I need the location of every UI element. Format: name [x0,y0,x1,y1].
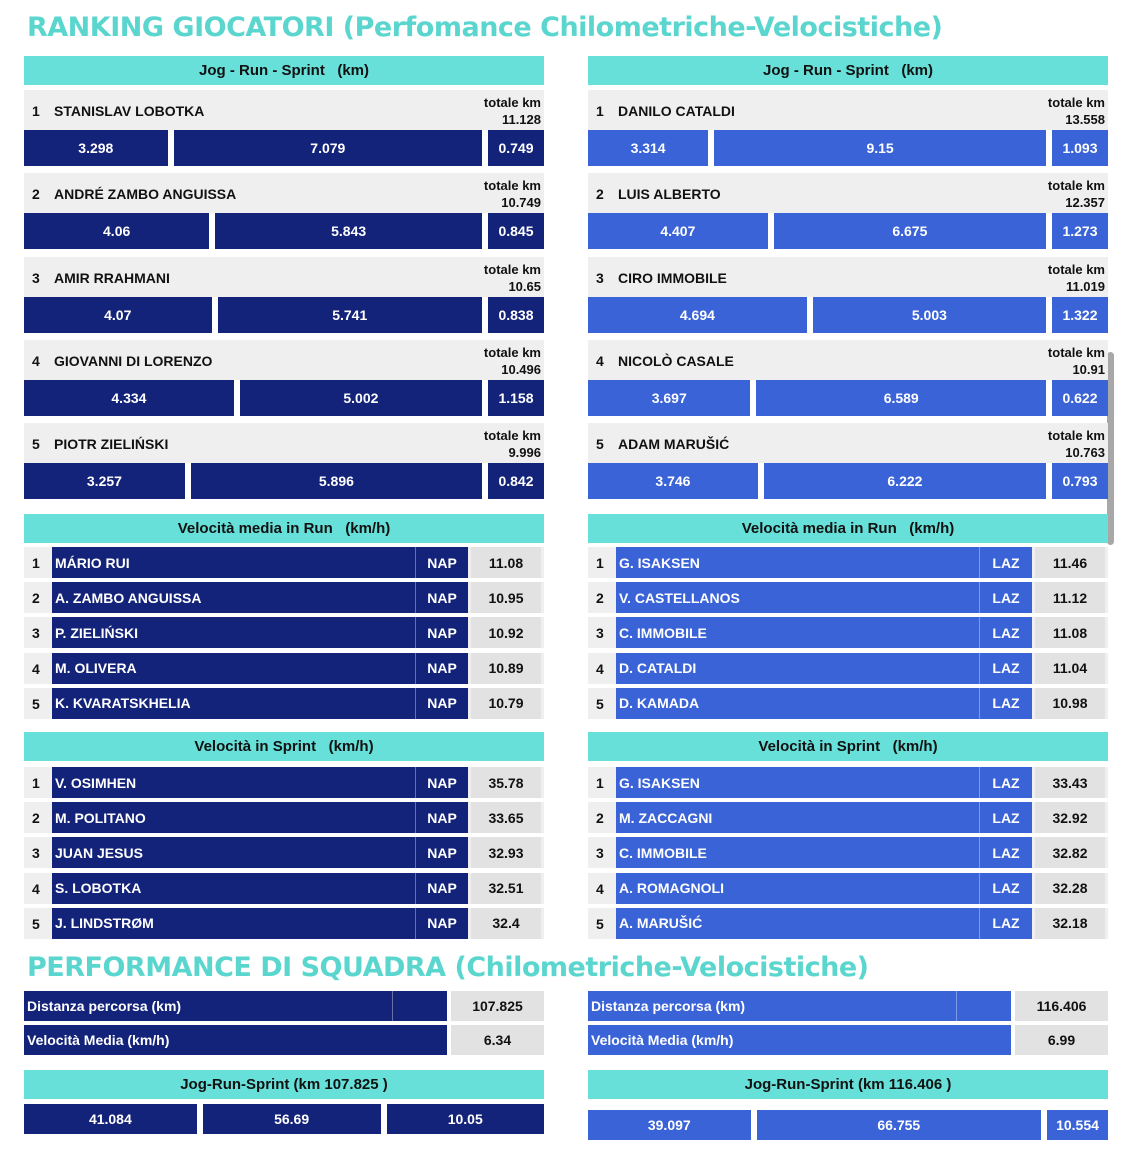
sprint-speed-row [588,906,1108,941]
total-km [484,94,541,128]
team-distance-row [588,991,1108,1023]
team-code: LAZ [979,582,1032,613]
jog-bar: 3.746 [588,463,758,499]
team-code: LAZ [979,767,1032,798]
team-code: NAP [415,802,468,833]
player-name: ANDRÉ ZAMBO ANGUISSA [54,186,237,203]
total-km-label: totale km [1047,261,1105,277]
player-bar [616,767,1032,798]
player-name: C. IMMOBILE [619,844,707,861]
player-name: GIOVANNI DI LORENZO [54,352,213,369]
sprint-speed-row [588,800,1108,835]
player-name: M. ZACCAGNI [619,809,713,826]
total-km [1048,344,1105,378]
km-split-bars [588,130,1108,166]
player-bar [52,617,468,648]
rank-number: 3 [596,269,604,286]
team-run-bar: 66.755 [757,1110,1041,1140]
km-split-bars [24,463,544,499]
speed-value: 10.98 [1035,688,1105,719]
team-distance-label: Distanza percorsa (km) [588,991,1011,1021]
run-bar: 7.079 [174,130,482,166]
player-name: S. LOBOTKA [55,880,142,897]
rank-number: 2 [596,186,604,203]
team-speed-value: 6.99 [1015,1025,1108,1055]
jog-bar: 4.334 [24,380,234,416]
player-bar [616,837,1032,868]
right-column [588,0,1108,1151]
km-player-header [588,173,1108,213]
team-sprint-bar: 10.05 [387,1104,544,1134]
player-bar [52,873,468,904]
team-code: LAZ [979,837,1032,868]
player-bar [616,802,1032,833]
player-bar [616,908,1032,939]
player-name: M. POLITANO [55,809,146,826]
rank-number: 5 [32,915,40,932]
speed-value: 10.89 [471,653,541,684]
rank-number: 2 [32,590,40,607]
rank-number: 1 [32,103,40,119]
player-name: C. IMMOBILE [619,624,707,641]
rank-number: 4 [32,880,40,897]
player-bar [616,547,1032,578]
sprint-speed-row [588,835,1108,870]
total-km-label: totale km [1047,428,1105,444]
km-split-bars [24,380,544,416]
player-name: PIOTR ZIELIŃSKI [54,436,169,453]
total-km-label: totale km [1047,95,1105,110]
run-bar: 6.675 [774,213,1046,249]
sprint-speed-row [24,765,544,800]
total-km-label: totale km [483,95,541,110]
total-km-label: totale km [483,428,541,444]
sprint-speed-header: Velocità in Sprint (km/h) [24,732,544,761]
sprint-bar: 1.322 [1052,297,1108,333]
speed-value: 35.78 [471,767,541,798]
run-speed-row [24,580,544,615]
total-km-value: 9.996 [508,445,541,461]
run-speed-row [24,615,544,650]
jog-bar: 3.257 [24,463,185,499]
rank-number: 1 [32,555,40,571]
run-speed-row [588,615,1108,650]
run-speed-row [588,580,1108,615]
km-player-row [588,173,1108,256]
team-code: NAP [415,547,468,578]
team-split-bars [24,1104,544,1134]
jog-bar: 4.06 [24,213,209,249]
total-km [484,261,541,295]
km-player-row [588,423,1108,506]
player-bar [52,802,468,833]
total-km [1048,427,1105,461]
rank-number: 5 [32,695,40,712]
team-speed-label: Velocità Media (km/h) [24,1025,447,1055]
speed-value: 32.51 [471,873,541,904]
km-player-header [24,257,544,297]
rank-number: 1 [596,555,604,571]
player-name: NICOLÒ CASALE [618,352,734,369]
rank-number: 5 [596,436,604,453]
scrollbar[interactable] [1107,352,1114,545]
team-code: LAZ [979,873,1032,904]
total-km [1048,94,1105,128]
speed-value: 10.95 [471,582,541,613]
player-name: ADAM MARUŠIĆ [618,436,730,453]
left-column [24,0,544,1151]
team-code: NAP [415,767,468,798]
rank-number: 5 [596,915,604,932]
km-player-header [24,90,544,130]
km-section-header: Jog - Run - Sprint (km) [24,56,544,85]
team-distance-row [24,991,544,1023]
sprint-bar: 0.622 [1052,380,1108,416]
speed-value: 32.18 [1035,908,1105,939]
speed-value: 32.28 [1035,873,1105,904]
total-km [1048,261,1105,295]
sprint-speed-row [24,906,544,941]
team-code: NAP [415,653,468,684]
km-player-row [588,340,1108,423]
km-player-row [24,90,544,173]
team-code: LAZ [979,617,1032,648]
km-section-header: Jog - Run - Sprint (km) [588,56,1108,85]
run-bar: 6.589 [756,380,1046,416]
sprint-speed-row [24,835,544,870]
player-bar [52,547,468,578]
player-name: P. ZIELIŃSKI [55,624,138,641]
km-player-row [24,423,544,506]
run-bar: 5.843 [215,213,482,249]
player-name: A. ROMAGNOLI [619,880,724,897]
rank-number: 4 [596,660,604,677]
player-name: STANISLAV LOBOTKA [54,103,205,119]
team-code: NAP [415,908,468,939]
team-code: NAP [415,688,468,719]
speed-value: 11.08 [1035,617,1105,648]
jog-bar: 4.07 [24,297,212,333]
speed-value: 11.04 [1035,653,1105,684]
total-km [484,427,541,461]
run-speed-row [588,686,1108,721]
player-name: JUAN JESUS [55,844,143,861]
sprint-bar: 0.845 [488,213,544,249]
km-player-header [588,423,1108,463]
team-speed-value: 6.34 [451,1025,544,1055]
sprint-bar: 0.838 [488,297,544,333]
player-bar [52,837,468,868]
team-code: LAZ [979,547,1032,578]
players-ranking-title: RANKING GIOCATORI (Perfomance Chilometriche-Velocistiche) [27,12,943,43]
team-run-bar: 56.69 [203,1104,381,1134]
km-player-header [588,90,1108,130]
total-km-label: totale km [483,178,541,194]
km-player-header [588,340,1108,380]
run-speed-row [24,686,544,721]
sprint-speed-row [588,871,1108,906]
sprint-bar: 0.793 [1052,463,1108,499]
player-name: V. CASTELLANOS [619,589,740,606]
sprint-speed-row [24,871,544,906]
total-km-value: 10.763 [1065,445,1105,461]
rank-number: 3 [596,625,604,642]
speed-value: 33.65 [471,802,541,833]
run-bar: 5.002 [240,380,482,416]
total-km-value: 12.357 [1065,195,1105,211]
speed-value: 11.46 [1035,547,1105,578]
total-km [1048,177,1105,211]
team-jog-bar: 39.097 [588,1110,751,1140]
total-km-value: 10.91 [1072,361,1105,377]
total-km-value: 11.128 [501,112,541,127]
speed-value: 32.4 [471,908,541,939]
run-bar: 5.741 [218,297,482,333]
player-name: CIRO IMMOBILE [618,269,727,286]
jog-bar: 3.314 [588,130,708,166]
team-speed-label: Velocità Media (km/h) [588,1025,1011,1055]
run-speed-header: Velocità media in Run (km/h) [24,514,544,543]
jog-bar: 3.697 [588,380,750,416]
team-code: NAP [415,837,468,868]
rank-number: 5 [596,695,604,712]
rank-number: 2 [32,810,40,827]
team-code: NAP [415,873,468,904]
total-km-value: 13.558 [1065,112,1105,127]
team-sprint-bar: 10.554 [1047,1110,1108,1140]
jog-bar: 4.694 [588,297,807,333]
km-split-bars [24,213,544,249]
player-name: A. MARUŠIĆ [619,915,703,932]
player-bar [616,653,1032,684]
rank-number: 2 [596,590,604,607]
team-code: LAZ [979,688,1032,719]
run-speed-row [588,545,1108,580]
player-bar [616,617,1032,648]
rank-number: 3 [596,845,604,862]
team-split-header: Jog-Run-Sprint (km 107.825 ) [24,1070,544,1099]
sprint-bar: 0.842 [488,463,544,499]
team-split-bars [588,1110,1108,1140]
player-name: G. ISAKSEN [619,554,700,571]
player-name: D. CATALDI [619,660,697,677]
divider [392,991,393,1021]
speed-value: 11.08 [471,547,541,578]
speed-value: 32.93 [471,837,541,868]
player-bar [52,688,468,719]
rank-number: 4 [596,880,604,897]
speed-value: 10.79 [471,688,541,719]
team-performance-title: PERFORMANCE DI SQUADRA (Chilometriche-Velocistiche) [27,952,869,983]
total-km [484,177,541,211]
player-name: G. ISAKSEN [619,774,700,791]
km-split-bars [24,130,544,166]
sprint-bar: 1.093 [1052,130,1108,166]
divider [956,991,957,1021]
run-speed-row [24,651,544,686]
team-speed-row [588,1025,1108,1057]
km-player-row [24,257,544,340]
player-name: V. OSIMHEN [55,774,137,791]
speed-value: 11.12 [1035,582,1105,613]
run-speed-header: Velocità media in Run (km/h) [588,514,1108,543]
km-player-header [24,423,544,463]
total-km-label: totale km [483,344,541,360]
km-split-bars [588,297,1108,333]
total-km-value: 10.65 [508,278,541,294]
player-bar [52,767,468,798]
rank-number: 3 [32,625,40,642]
km-player-header [24,340,544,380]
run-bar: 6.222 [764,463,1046,499]
rank-number: 4 [32,352,40,369]
speed-value: 10.92 [471,617,541,648]
player-bar [616,873,1032,904]
rank-number: 1 [32,775,40,791]
total-km [484,344,541,378]
player-name: MÁRIO RUI [55,554,130,571]
player-name: J. LINDSTRØM [55,915,154,932]
km-player-row [24,173,544,256]
jog-bar: 3.298 [24,130,168,166]
km-split-bars [588,380,1108,416]
total-km-label: totale km [483,261,541,277]
sprint-speed-row [24,800,544,835]
team-code: LAZ [979,802,1032,833]
total-km-label: totale km [1047,344,1105,360]
speed-value: 32.82 [1035,837,1105,868]
total-km-value: 10.749 [501,195,541,211]
sprint-bar: 1.273 [1052,213,1108,249]
run-speed-row [588,651,1108,686]
run-bar: 5.896 [191,463,482,499]
team-speed-row [24,1025,544,1057]
rank-number: 2 [32,186,40,203]
total-km-label: totale km [1047,178,1105,194]
team-jog-bar: 41.084 [24,1104,197,1134]
team-split-header: Jog-Run-Sprint (km 116.406 ) [588,1070,1108,1099]
player-name: M. OLIVERA [55,660,137,677]
jog-bar: 4.407 [588,213,768,249]
player-name: D. KAMADA [619,695,700,712]
run-bar: 9.15 [714,130,1046,166]
sprint-speed-header: Velocità in Sprint (km/h) [588,732,1108,761]
run-bar: 5.003 [813,297,1046,333]
team-distance-label: Distanza percorsa (km) [24,991,447,1021]
sprint-bar: 0.749 [488,130,544,166]
speed-value: 32.92 [1035,802,1105,833]
speed-value: 33.43 [1035,767,1105,798]
team-code: NAP [415,582,468,613]
player-name: AMIR RRAHMANI [54,269,170,286]
rank-number: 3 [32,269,40,286]
player-bar [52,908,468,939]
total-km-value: 10.496 [501,361,541,377]
sprint-speed-row [588,765,1108,800]
player-name: K. KVARATSKHELIA [55,695,191,712]
km-split-bars [24,297,544,333]
rank-number: 4 [596,352,604,369]
player-bar [616,688,1032,719]
km-player-row [588,90,1108,173]
rank-number: 4 [32,660,40,677]
rank-number: 3 [32,845,40,862]
km-player-row [588,257,1108,340]
team-code: NAP [415,617,468,648]
player-name: LUIS ALBERTO [618,186,721,203]
player-bar [616,582,1032,613]
player-bar [52,653,468,684]
rank-number: 1 [596,103,604,119]
team-code: LAZ [979,908,1032,939]
km-split-bars [588,463,1108,499]
team-distance-value: 116.406 [1015,991,1108,1021]
team-distance-value: 107.825 [451,991,544,1021]
total-km-value: 11.019 [1065,278,1105,294]
km-split-bars [588,213,1108,249]
player-name: A. ZAMBO ANGUISSA [55,589,202,606]
player-name: DANILO CATALDI [618,103,735,119]
run-speed-row [24,545,544,580]
km-player-header [588,257,1108,297]
km-player-header [24,173,544,213]
km-player-row [24,340,544,423]
rank-number: 5 [32,436,40,453]
player-bar [52,582,468,613]
team-code: LAZ [979,653,1032,684]
rank-number: 1 [596,775,604,791]
rank-number: 2 [596,810,604,827]
sprint-bar: 1.158 [488,380,544,416]
